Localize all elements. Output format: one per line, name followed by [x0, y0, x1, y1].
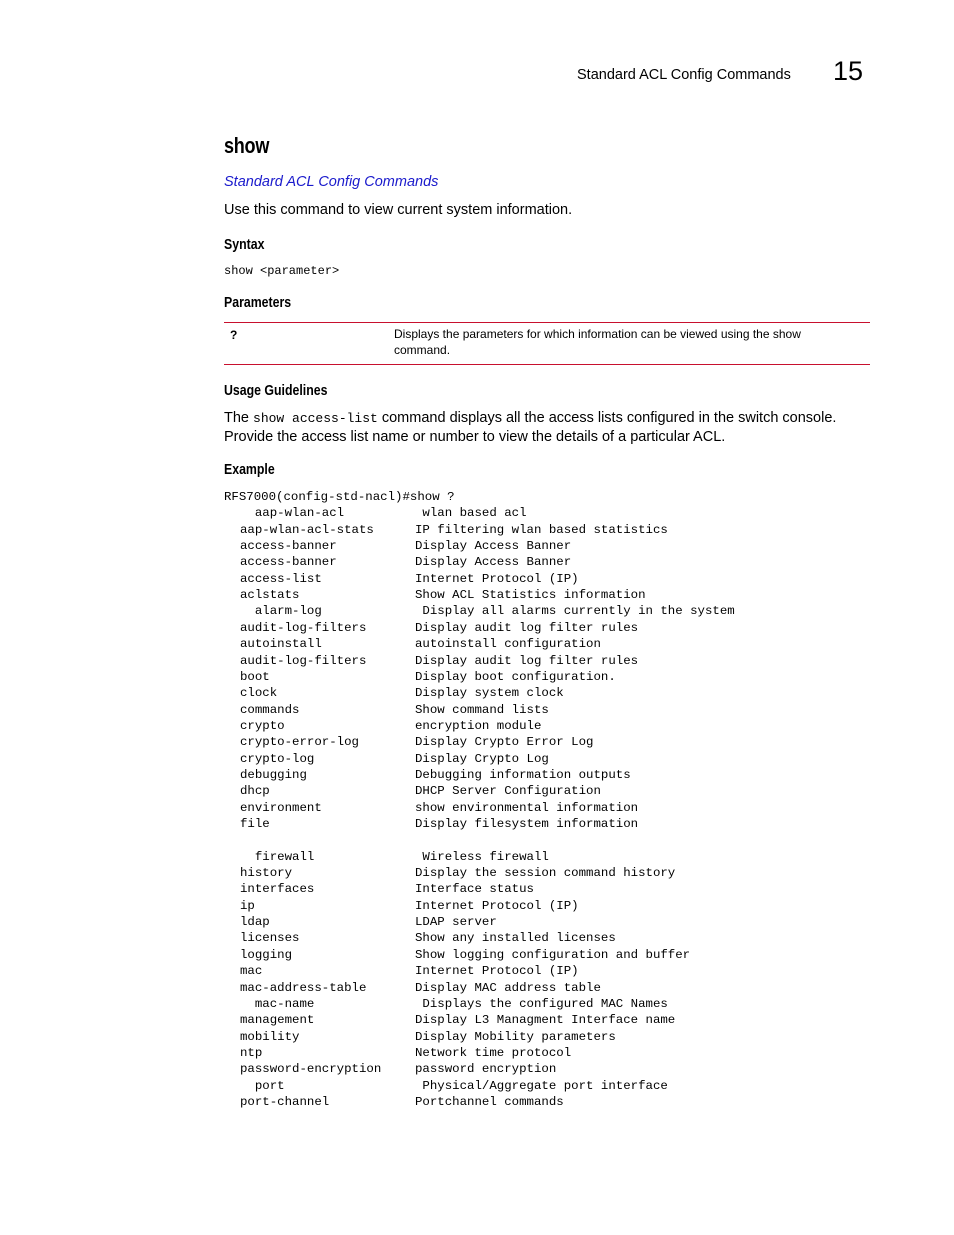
usage-inline-code: show access-list: [253, 411, 378, 426]
example-description: Display the session command history: [415, 866, 676, 881]
example-description: IP filtering wlan based statistics: [415, 522, 668, 537]
example-command: interfaces: [240, 882, 315, 897]
example-description: Wireless firewall: [415, 849, 549, 864]
example-command: ntp: [240, 1045, 263, 1060]
example-command: history: [240, 866, 293, 881]
example-prompt: RFS7000(config-std-nacl)#show ?: [224, 490, 455, 504]
example-command: aclstats: [240, 588, 300, 603]
example-command: file: [240, 817, 270, 831]
breadcrumb-link[interactable]: Standard ACL Config Commands: [224, 174, 439, 190]
example-description: Show logging configuration and buffer: [415, 947, 691, 962]
usage-guidelines-text: [224, 409, 874, 446]
example-command: access-banner: [240, 539, 337, 554]
example-description: Display Mobility parameters: [415, 1029, 616, 1044]
example-heading: Example: [224, 462, 275, 478]
example-description: show environmental information: [415, 800, 639, 815]
example-command: licenses: [240, 931, 300, 946]
example-description: Display Crypto Error Log: [415, 735, 594, 750]
example-description: password encryption: [415, 1062, 557, 1077]
usage-text-after: command displays all the access lists configured in the switch console. Provide the access list name or number to view the details of a particular ACL.: [224, 410, 837, 445]
usage-text-before: The: [224, 410, 254, 426]
example-description: Display Crypto Log: [415, 751, 549, 766]
example-description: Display filesystem information: [415, 817, 639, 831]
example-command: audit-log-filters: [240, 653, 367, 668]
example-description: Display Access Banner: [415, 555, 572, 570]
example-command: mac: [240, 964, 263, 979]
intro-text: Use this command to view current system information.: [224, 202, 573, 218]
example-command: logging: [240, 947, 293, 962]
example-command: ip: [240, 898, 255, 913]
running-header: [560, 56, 870, 92]
example-description: Debugging information outputs: [415, 767, 631, 782]
example-description: Portchannel commands: [415, 1094, 564, 1109]
command-title: show: [224, 133, 270, 158]
parameter-name: ?: [230, 328, 238, 342]
example-description: Display all alarms currently in the system: [415, 604, 735, 619]
running-header-title: Standard ACL Config Commands: [577, 67, 791, 83]
example-description: LDAP server: [415, 915, 497, 930]
example-description: Show command lists: [415, 702, 549, 717]
example-description: Physical/Aggregate port interface: [415, 1078, 668, 1093]
example-description: autoinstall configuration: [415, 637, 601, 652]
parameters-heading: Parameters: [224, 295, 292, 311]
syntax-heading: Syntax: [224, 237, 265, 253]
example-description: Internet Protocol (IP): [415, 964, 579, 979]
example-description: Network time protocol: [415, 1045, 572, 1060]
example-description: Display MAC address table: [415, 980, 601, 995]
example-description: Displays the configured MAC Names: [415, 996, 668, 1011]
example-description: Internet Protocol (IP): [415, 571, 579, 586]
example-command: aap-wlan-acl: [240, 506, 345, 521]
example-command: mobility: [240, 1029, 300, 1044]
example-command: port: [240, 1078, 285, 1093]
example-description: Interface status: [415, 882, 534, 897]
syntax-code: show <parameter>: [224, 264, 340, 278]
example-command: crypto-log: [240, 751, 315, 766]
example-command: debugging: [240, 767, 307, 782]
example-command: alarm-log: [240, 604, 322, 619]
example-description: Show any installed licenses: [415, 931, 616, 946]
parameter-description: Displays the parameters for which information can be viewed using the show command.: [394, 327, 801, 357]
example-command: management: [240, 1013, 315, 1028]
example-command: mac-address-table: [240, 980, 367, 995]
example-command: access-banner: [240, 555, 337, 570]
example-description: Display Access Banner: [415, 539, 572, 554]
example-command: ldap: [240, 915, 270, 930]
example-description: Display L3 Managment Interface name: [415, 1013, 676, 1028]
example-command: password-encryption: [240, 1062, 382, 1077]
example-description: Show ACL Statistics information: [415, 588, 646, 603]
example-command: aap-wlan-acl-stats: [240, 522, 374, 537]
example-description: Display audit log filter rules: [415, 653, 639, 668]
example-command: environment: [240, 800, 322, 815]
example-command: dhcp: [240, 784, 270, 799]
example-command: commands: [240, 702, 300, 717]
example-description: Internet Protocol (IP): [415, 898, 579, 913]
example-command: clock: [240, 686, 278, 701]
example-description: wlan based acl: [415, 506, 527, 521]
example-description: encryption module: [415, 718, 542, 733]
example-command: firewall: [240, 849, 315, 864]
parameters-table: [224, 322, 870, 365]
example-command: access-list: [240, 571, 322, 586]
example-command: port-channel: [240, 1094, 330, 1109]
example-description: Display boot configuration.: [415, 669, 616, 684]
example-command: boot: [240, 669, 270, 684]
example-command: audit-log-filters: [240, 620, 367, 635]
example-command: autoinstall: [240, 637, 322, 652]
usage-guidelines-heading: Usage Guidelines: [224, 383, 328, 399]
example-command: mac-name: [240, 996, 315, 1011]
example-description: DHCP Server Configuration: [415, 784, 601, 799]
example-description: Display system clock: [415, 686, 564, 701]
example-command: crypto-error-log: [240, 735, 359, 750]
example-command: crypto: [240, 718, 285, 733]
chapter-number: 15: [833, 56, 864, 86]
example-description: Display audit log filter rules: [415, 620, 639, 635]
